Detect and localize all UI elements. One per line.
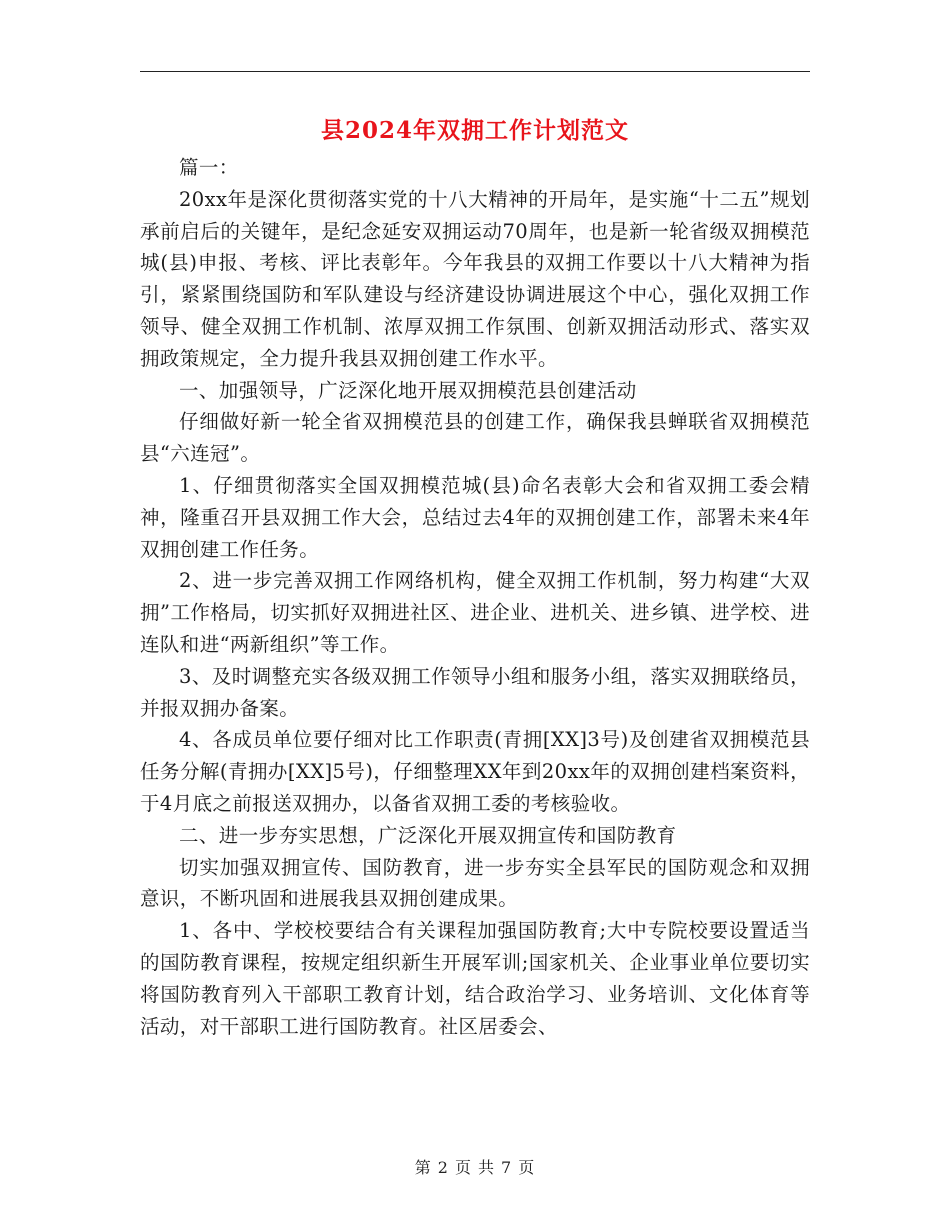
footer-suffix: 页 (518, 1158, 536, 1177)
list-item-2-1: 1、各中、学校校要结合有关课程加强国防教育;大中专院校要设置适当的国防教育课程，按规定组织新生开展军训;国家机关、企业事业单位要切实将国防教育列入干部职工教育计划，结合政治学习、业务培训、文化体育等活动，对干部职工进行国防教育。社区居委会、 (140, 919, 810, 1038)
current-page-number: 2 (437, 1158, 449, 1177)
paragraph-intro: 20xx年是深化贯彻落实党的十八大精神的开局年，是实施“十二五”规划承前启后的关键年，是纪念延安双拥运动70周年，也是新一轮省级双拥模范城(县)申报、考核、评比表彰年。今年我县的双拥工作要以十八大精神为指引，紧紧围绕国防和军队建设与经济建设协调进展这个中心，强化双拥工作领导、健全双拥工作机制、浓厚双拥工作氛围、创新双拥活动形式、落实双拥政策规定，全力提升我县双拥创建工作水平。 (140, 187, 810, 370)
list-item-1-1: 1、仔细贯彻落实全国双拥模范城(县)命名表彰大会和省双拥工委会精神，隆重召开县双拥工作大会，总结过去4年的双拥创建工作，部署未来4年双拥创建工作任务。 (140, 473, 810, 561)
list-item-1-4: 4、各成员单位要仔细对比工作职责(青拥[XX]3号)及创建省双拥模范县任务分解(青拥办[XX]5号)，仔细整理XX年到20xx年的双拥创建档案资料，于4月底之前报送双拥办，以备省双拥工委的考核验收。 (140, 728, 810, 815)
header-rule (140, 71, 810, 72)
footer-mid: 页 共 (454, 1158, 496, 1177)
list-item-1-2: 2、进一步完善双拥工作网络机构，健全双拥工作机制，努力构建“大双拥”工作格局，切实抓好双拥进社区、进企业、进机关、进乡镇、进学校、进连队和进“两新组织”等工作。 (140, 569, 810, 656)
paragraph-section-1-intro: 仔细做好新一轮全省双拥模范县的创建工作，确保我县蝉联省双拥模范县“六连冠”。 (140, 410, 810, 466)
paragraph-section-2-intro: 切实加强双拥宣传、国防教育，进一步夯实全县军民的国防观念和双拥意识，不断巩固和进展我县双拥创建成果。 (140, 855, 810, 911)
document-title: 县2024年双拥工作计划范文 (320, 117, 629, 144)
footer-prefix: 第 (414, 1158, 432, 1177)
heading-section-2: 二、进一步夯实思想，广泛深化开展双拥宣传和国防教育 (179, 823, 677, 847)
page-footer (0, 1155, 950, 1178)
paragraph-section-label: 篇一： (179, 156, 239, 179)
heading-section-1: 一、加强领导，广泛深化地开展双拥模范县创建活动 (179, 378, 637, 402)
total-pages-number: 7 (501, 1158, 513, 1177)
list-item-1-3: 3、及时调整充实各级双拥工作领导小组和服务小组，落实双拥联络员，并报双拥办备案。 (140, 664, 810, 720)
document-body (140, 152, 810, 1042)
